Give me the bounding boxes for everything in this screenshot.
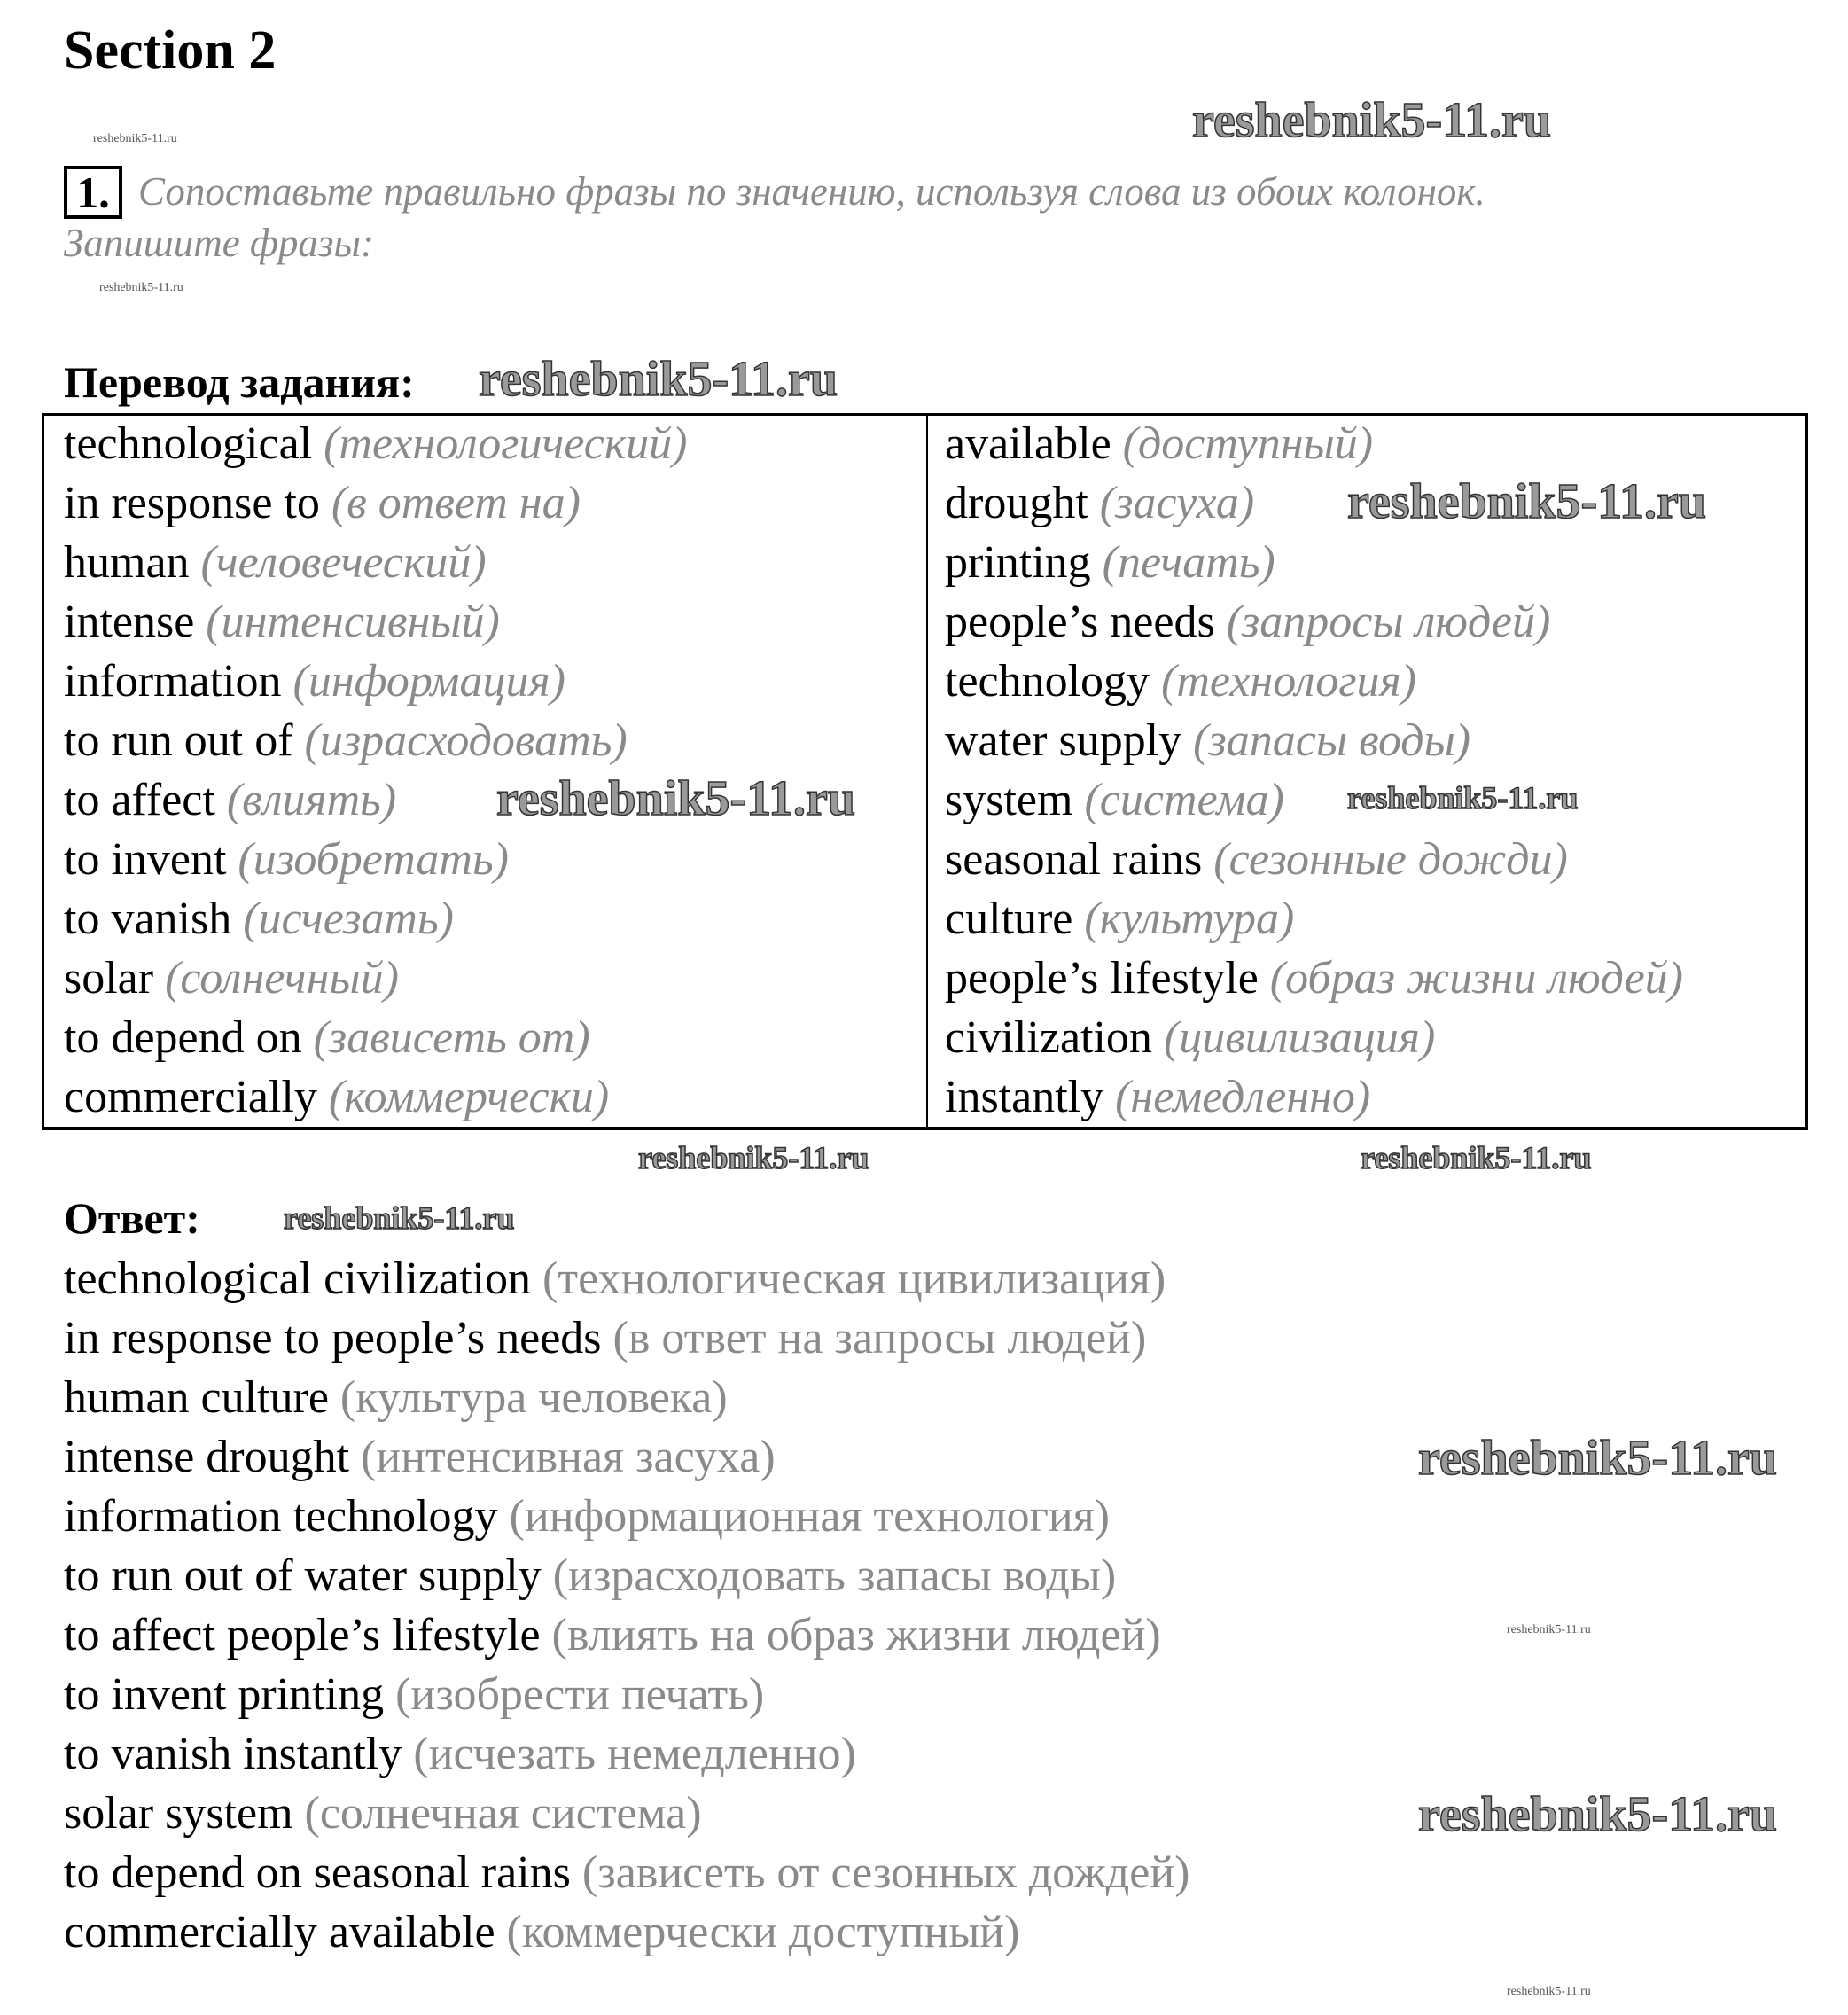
english-term: to vanish <box>64 894 232 944</box>
watermark-text: reshebnik5-11.ru <box>1418 1431 1778 1486</box>
english-term: drought <box>945 478 1088 528</box>
watermark-text: reshebnik5-11.ru <box>1507 1985 1591 1998</box>
table-cell-left <box>64 893 454 946</box>
table-cell-right <box>945 952 1683 1005</box>
task-number-box: 1. <box>64 166 122 219</box>
english-term: information <box>64 656 282 707</box>
section-title: Section 2 <box>64 20 277 81</box>
table-cell-right <box>945 418 1373 471</box>
english-term: seasonal rains <box>945 834 1203 885</box>
table-cell-right <box>945 1071 1370 1124</box>
english-term: to depend on <box>64 1012 302 1063</box>
answer-english: to run out of water supply <box>64 1550 542 1601</box>
russian-translation: (коммерчески) <box>328 1072 610 1122</box>
answer-russian: (солнечная система) <box>304 1788 702 1839</box>
table-cell-right <box>945 655 1416 708</box>
answer-english: information technology <box>64 1491 498 1542</box>
answer-english: intense drought <box>64 1432 350 1482</box>
watermark-text: reshebnik5-11.ru <box>1192 93 1552 148</box>
english-term: available <box>945 418 1111 469</box>
answer-english: to invent printing <box>64 1669 385 1720</box>
table-cell-left <box>64 1071 609 1124</box>
russian-translation: (зависеть от) <box>313 1012 590 1063</box>
answer-english: to depend on seasonal rains <box>64 1847 571 1898</box>
russian-translation: (культура) <box>1084 894 1295 944</box>
answer-english: human culture <box>64 1372 329 1423</box>
english-term: technological <box>64 418 313 469</box>
task-instruction-line2: Запишите фразы: <box>64 221 374 265</box>
answer-russian: (влиять на образ жизни людей) <box>551 1610 1161 1660</box>
answer-heading: Ответ: <box>64 1193 200 1243</box>
answer-russian: (технологическая цивилизация) <box>542 1254 1166 1304</box>
table-cell-left <box>64 596 500 649</box>
russian-translation: (запросы людей) <box>1226 597 1551 647</box>
table-cell-left <box>64 774 396 827</box>
russian-translation: (технология) <box>1161 656 1416 707</box>
answer-english: technological civilization <box>64 1254 532 1304</box>
table-cell-right <box>945 893 1294 946</box>
watermark-text: reshebnik5-11.ru <box>1418 1787 1778 1842</box>
watermark-text: reshebnik5-11.ru <box>284 1200 515 1236</box>
translation-heading: Перевод задания: <box>64 357 415 407</box>
russian-translation: (печать) <box>1102 537 1275 588</box>
russian-translation: (цивилизация) <box>1163 1012 1436 1063</box>
answer-english: to affect people’s lifestyle <box>64 1610 541 1660</box>
column-divider <box>926 416 928 1127</box>
russian-translation: (интенсивный) <box>206 597 500 647</box>
russian-translation: (исчезать) <box>243 894 454 944</box>
answer-english: commercially available <box>64 1907 495 1957</box>
russian-translation: (запасы воды) <box>1193 715 1471 766</box>
watermark-text: reshebnik5-11.ru <box>638 1140 869 1175</box>
answer-english: to vanish instantly <box>64 1729 402 1779</box>
english-term: technology <box>945 656 1150 707</box>
english-term: in response to <box>64 478 320 528</box>
english-term: intense <box>64 597 195 647</box>
answer-russian: (информационная технология) <box>509 1491 1110 1542</box>
english-term: to affect <box>64 775 215 825</box>
answer-item <box>64 1668 764 1722</box>
russian-translation: (информация) <box>292 656 565 707</box>
answer-item <box>64 1906 1019 1959</box>
russian-translation: (образ жизни людей) <box>1269 953 1683 1004</box>
answer-russian: (изобрести печать) <box>395 1669 765 1720</box>
answer-item <box>64 1787 702 1840</box>
english-term: to run out of <box>64 715 293 766</box>
table-cell-left <box>64 655 565 708</box>
answer-english: in response to people’s needs <box>64 1313 602 1363</box>
watermark-text: reshebnik5-11.ru <box>1347 780 1579 816</box>
table-cell-left <box>64 477 581 530</box>
answer-item <box>64 1431 776 1484</box>
english-term: printing <box>945 537 1091 588</box>
table-cell-left <box>64 1011 590 1065</box>
english-term: system <box>945 775 1073 825</box>
answer-russian: (коммерчески доступный) <box>506 1907 1020 1957</box>
russian-translation: (в ответ на) <box>331 478 581 528</box>
answer-item <box>64 1371 728 1425</box>
answer-russian: (зависеть от сезонных дождей) <box>581 1847 1190 1898</box>
watermark-text: reshebnik5-11.ru <box>99 281 183 294</box>
table-cell-right <box>945 1011 1435 1065</box>
table-cell-left <box>64 952 399 1005</box>
watermark-text: reshebnik5-11.ru <box>1507 1623 1591 1636</box>
english-term: people’s needs <box>945 597 1215 647</box>
answer-item <box>64 1550 1116 1603</box>
russian-translation: (израсходовать) <box>304 715 628 766</box>
russian-translation: (засуха) <box>1099 478 1255 528</box>
english-term: instantly <box>945 1072 1104 1122</box>
answer-item <box>64 1490 1110 1543</box>
answer-item <box>64 1609 1161 1662</box>
answer-item <box>64 1253 1166 1306</box>
english-term: solar <box>64 953 154 1004</box>
answer-item <box>64 1728 856 1781</box>
russian-translation: (человеческий) <box>200 537 487 588</box>
task-instruction-line1: Сопоставьте правильно фразы по значению, используя слова из обоих колонок. <box>138 169 1485 214</box>
english-term: water supply <box>945 715 1182 766</box>
english-term: human <box>64 537 190 588</box>
english-term: people’s lifestyle <box>945 953 1259 1004</box>
russian-translation: (сезонные дожди) <box>1213 834 1568 885</box>
table-cell-right <box>945 477 1254 530</box>
answer-russian: (исчезать немедленно) <box>413 1729 856 1779</box>
english-term: civilization <box>945 1012 1152 1063</box>
answer-russian: (культура человека) <box>339 1372 728 1423</box>
table-cell-left <box>64 536 487 590</box>
watermark-text: reshebnik5-11.ru <box>1361 1140 1592 1175</box>
answer-english: solar system <box>64 1788 293 1839</box>
russian-translation: (система) <box>1084 775 1284 825</box>
answer-item <box>64 1312 1146 1365</box>
english-term: to invent <box>64 834 227 885</box>
answer-russian: (в ответ на запросы людей) <box>612 1313 1147 1363</box>
english-term: culture <box>945 894 1073 944</box>
answer-item <box>64 1847 1189 1900</box>
russian-translation: (влиять) <box>226 775 397 825</box>
russian-translation: (изобретать) <box>238 834 509 885</box>
russian-translation: (доступный) <box>1122 418 1374 469</box>
answer-russian: (интенсивная засуха) <box>361 1432 776 1482</box>
table-cell-right <box>945 536 1275 590</box>
english-term: commercially <box>64 1072 317 1122</box>
watermark-text: reshebnik5-11.ru <box>479 352 838 407</box>
table-cell-right <box>945 596 1550 649</box>
russian-translation: (солнечный) <box>165 953 399 1004</box>
table-cell-right <box>945 774 1284 827</box>
watermark-text: reshebnik5-11.ru <box>496 771 856 826</box>
watermark-text: reshebnik5-11.ru <box>1347 474 1707 529</box>
table-cell-left <box>64 833 509 886</box>
watermark-text: reshebnik5-11.ru <box>93 132 177 145</box>
table-cell-left <box>64 715 628 768</box>
table-cell-left <box>64 418 687 471</box>
table-cell-right <box>945 833 1568 886</box>
russian-translation: (технологический) <box>324 418 688 469</box>
answer-russian: (израсходовать запасы воды) <box>552 1550 1117 1601</box>
table-cell-right <box>945 715 1470 768</box>
russian-translation: (немедленно) <box>1115 1072 1371 1122</box>
